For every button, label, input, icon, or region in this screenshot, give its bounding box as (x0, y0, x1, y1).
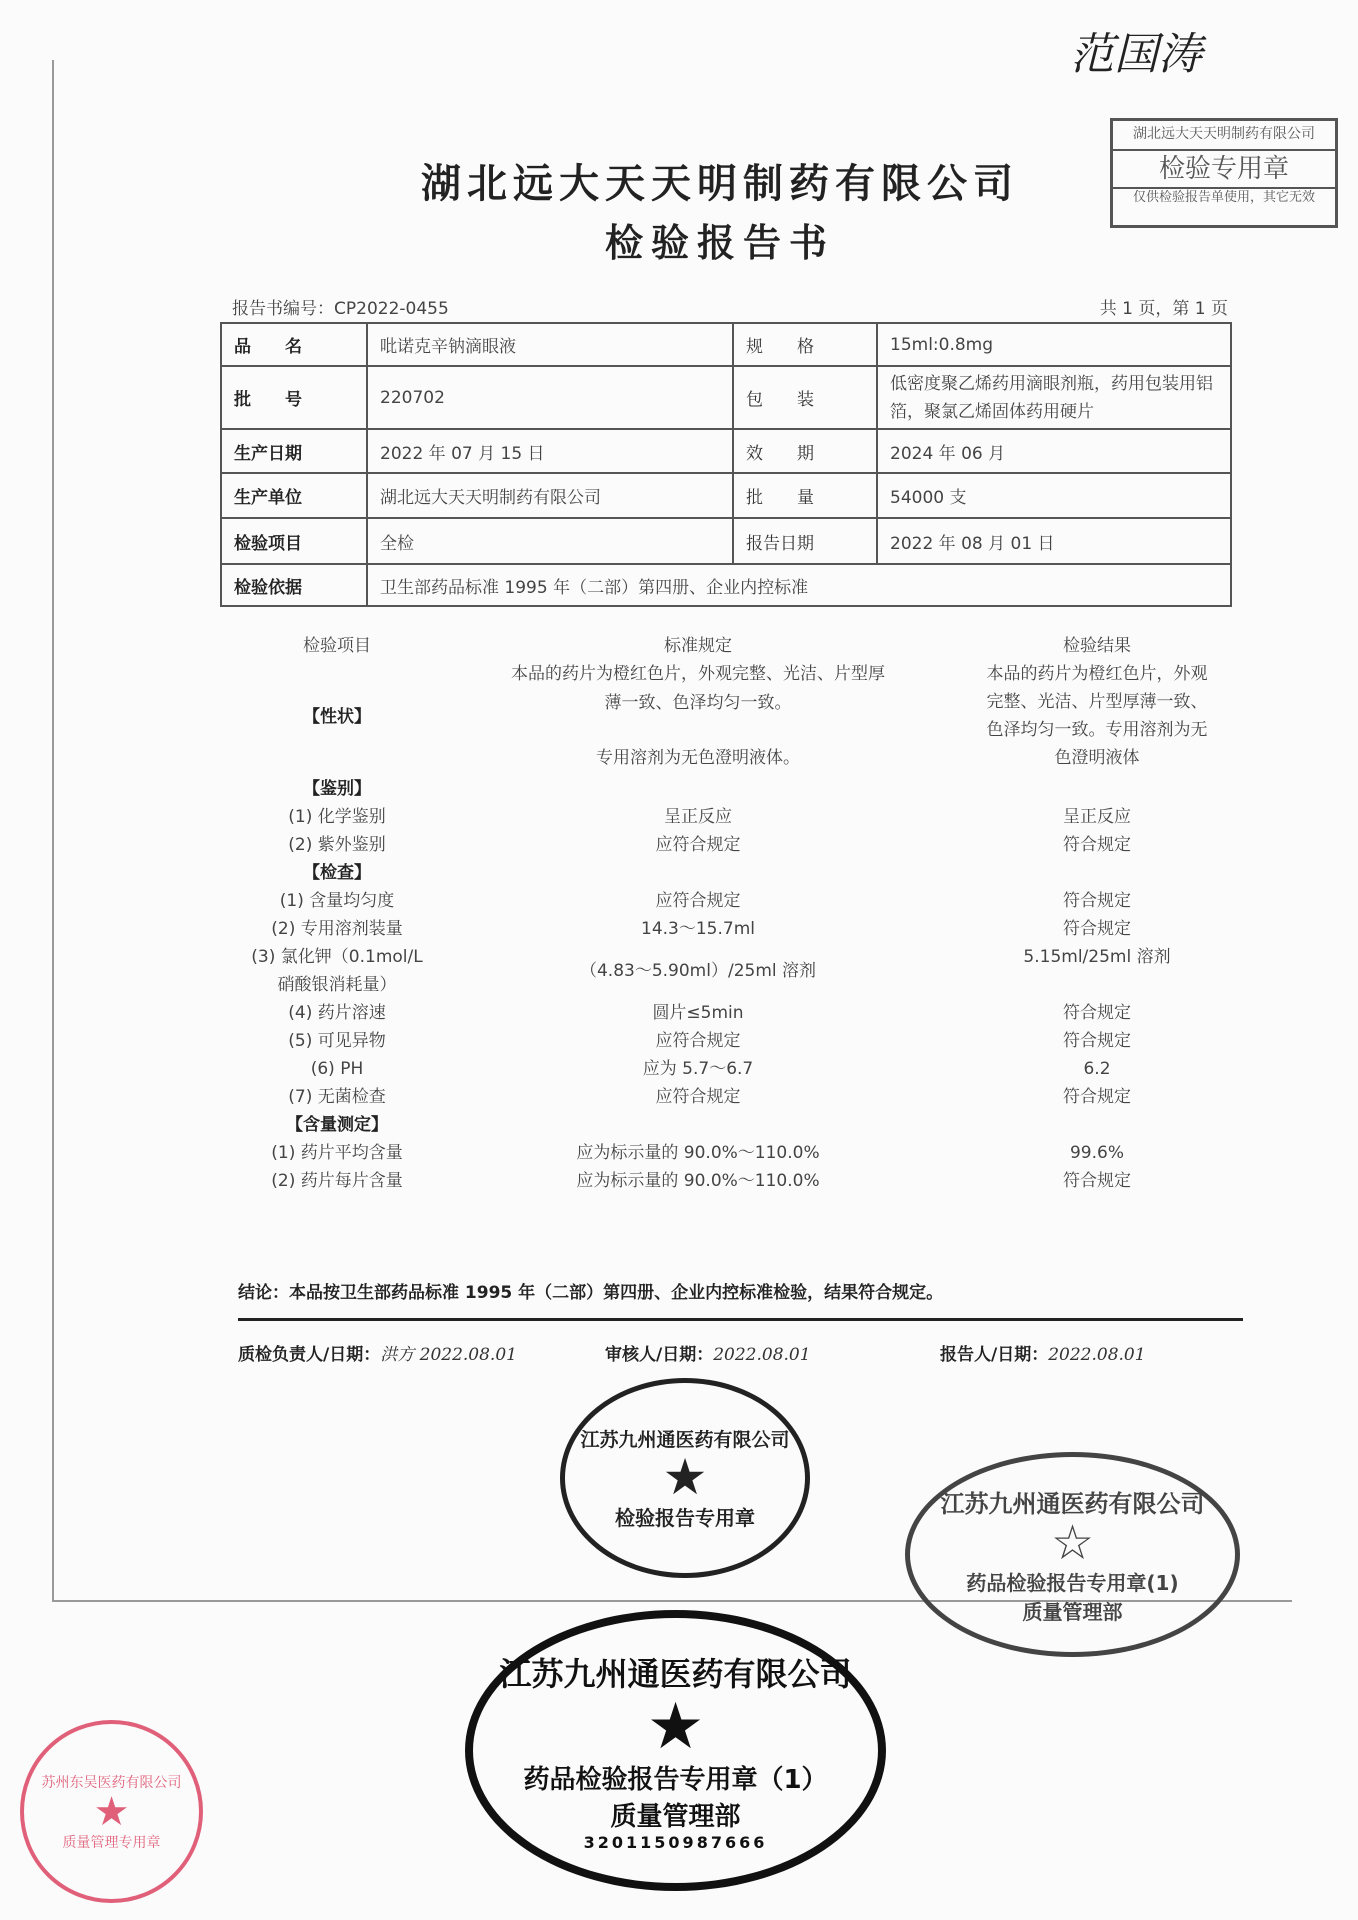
insp-row-5-item: (5) 可见异物 (288, 1031, 386, 1051)
rect-stamp-line1: 湖北远大天天明制药有限公司 (1113, 121, 1335, 151)
divider (238, 1318, 1243, 1321)
round-stamp-right (905, 1452, 1240, 1657)
round-stamp-big-line1: 药品检验报告专用章（1） (523, 1765, 828, 1795)
insp-row-1-item: (1) 含量均匀度 (279, 891, 395, 911)
conclusion: 结论：本品按卫生部药品标准 1995 年（二部）第四册、企业内控标准检验，结果符合规定。 (238, 1283, 944, 1303)
spec: 15ml:0.8mg (877, 323, 1231, 366)
round-stamp-small-center: 检验报告专用章 (615, 1506, 755, 1530)
basis-label: 检验依据 (221, 564, 367, 606)
header-result: 检验结果 (1063, 636, 1131, 656)
insp-row-7-item: (7) 无菌检查 (288, 1087, 386, 1107)
insp-row-2-standard: 14.3～15.7ml (641, 919, 755, 939)
round-stamp-small (560, 1378, 810, 1578)
appearance-result-2: 完整、光洁、片型厚薄一致、 (986, 692, 1208, 712)
report-date: 2022 年 08 月 01 日 (877, 518, 1231, 564)
insp-row-1-result: 符合规定 (1063, 891, 1131, 911)
product-name-label: 品 名 (221, 323, 367, 366)
appearance-standard-3: 专用溶剂为无色澄明液体。 (596, 748, 800, 768)
appearance-standard-2: 薄一致、色泽均匀一致。 (604, 693, 792, 713)
insp-row-6-result: 6.2 (1083, 1059, 1111, 1079)
star-icon: ☆ (1050, 1515, 1095, 1571)
report-date-label: 报告日期 (733, 518, 877, 564)
reviewer-signature (605, 1340, 811, 1365)
insp-row-1-standard: 应符合规定 (655, 891, 741, 911)
id-row-1-result: 呈正反应 (1063, 807, 1131, 827)
report-title: 检验报告书 (604, 220, 835, 265)
reporter-sign: 2022.08.01 (1048, 1345, 1146, 1365)
round-stamp-right-line1: 药品检验报告专用章(1) (966, 1571, 1179, 1595)
manufacturer: 湖北远大天天明制药有限公司 (367, 473, 733, 518)
expiry-label: 效 期 (733, 429, 877, 473)
round-stamp-small-ring: 江苏九州通医药有限公司 (580, 1429, 790, 1451)
report-number-label: 报告书编号： (232, 299, 334, 319)
qc-signature (238, 1340, 517, 1365)
rect-stamp-line2: 检验专用章 (1158, 153, 1289, 184)
appearance-result-3: 色泽均匀一致。专用溶剂为无 (986, 720, 1208, 740)
id-row-1-item: (1) 化学鉴别 (288, 807, 386, 827)
appearance-result-4: 色澄明液体 (1054, 748, 1140, 768)
insp-row-4-result: 符合规定 (1063, 1003, 1131, 1023)
round-stamp-big-code: 3201150987666 (583, 1833, 768, 1852)
assay-row-2-standard: 应为标示量的 90.0%～110.0% (576, 1171, 820, 1191)
insp-row-5-standard: 应符合规定 (655, 1031, 741, 1051)
mfg-date-label: 生产日期 (221, 429, 367, 473)
insp-row-3-result: 5.15ml/25ml 溶剂 (1023, 947, 1171, 967)
rect-stamp (1110, 118, 1338, 228)
manufacturer-label: 生产单位 (221, 473, 367, 518)
basis: 卫生部药品标准 1995 年（二部）第四册、企业内控标准 (367, 564, 1231, 606)
insp-row-3-standard: （4.83～5.90ml）/25ml 溶剂 (579, 961, 817, 981)
report-number-value: CP2022-0455 (334, 299, 449, 319)
reviewer-label: 审核人/日期： (605, 1345, 714, 1365)
section-identification: 【鉴别】 (303, 779, 371, 799)
header-item: 检验项目 (303, 636, 371, 656)
insp-row-3-item-2: 硝酸银消耗量） (277, 975, 397, 995)
batch-label: 批 号 (221, 366, 367, 429)
id-row-1-standard: 呈正反应 (664, 807, 732, 827)
handwritten-note: 范国涛 (1070, 29, 1202, 80)
appearance-result-1: 本品的药片为橙红色片，外观 (986, 664, 1208, 684)
round-stamp-big (465, 1610, 886, 1891)
star-icon: ★ (93, 1788, 130, 1835)
round-stamp-red-center: 质量管理专用章 (62, 1834, 161, 1851)
round-stamp-red-ring: 苏州东吴医药有限公司 (41, 1774, 182, 1791)
quantity-label: 批 量 (733, 473, 877, 518)
insp-row-3-item: (3) 氯化钾（0.1mol/L (251, 947, 423, 967)
section-assay: 【含量测定】 (286, 1115, 388, 1135)
expiry: 2024 年 06 月 (877, 429, 1231, 473)
quantity: 54000 支 (877, 473, 1231, 518)
report-number (232, 294, 449, 319)
star-icon: ★ (662, 1448, 708, 1506)
assay-row-1-standard: 应为标示量的 90.0%～110.0% (576, 1143, 820, 1163)
round-stamp-red (20, 1720, 203, 1903)
insp-row-4-item: (4) 药片溶速 (288, 1003, 386, 1023)
insp-row-2-item: (2) 专用溶剂装量 (271, 919, 403, 939)
rect-stamp-line3: 仅供检验报告单使用，其它无效 (1113, 187, 1335, 207)
product-name: 吡诺克辛钠滴眼液 (367, 323, 733, 366)
page-info: 共 1 页，第 1 页 (1099, 299, 1228, 319)
spec-label: 规 格 (733, 323, 877, 366)
product-info-table (220, 322, 1232, 607)
appearance-standard-1: 本品的药片为橙红色片，外观完整、光洁、片型厚 (511, 664, 885, 684)
header-standard: 标准规定 (664, 636, 732, 656)
insp-row-2-result: 符合规定 (1063, 919, 1131, 939)
round-stamp-big-ring: 江苏九州通医药有限公司 (499, 1655, 852, 1693)
id-row-2-result: 符合规定 (1063, 835, 1131, 855)
test-item-label: 检验项目 (221, 518, 367, 564)
insp-row-6-standard: 应为 5.7～6.7 (642, 1059, 754, 1079)
test-item: 全检 (367, 518, 733, 564)
mfg-date: 2022 年 07 月 15 日 (367, 429, 733, 473)
round-stamp-right-ring: 江苏九州通医药有限公司 (940, 1490, 1205, 1518)
round-stamp-big-line2: 质量管理部 (610, 1802, 741, 1832)
reporter-label: 报告人/日期： (940, 1345, 1049, 1365)
scan-edge-left (52, 60, 54, 1600)
batch: 220702 (367, 366, 733, 429)
insp-row-7-result: 符合规定 (1063, 1087, 1131, 1107)
assay-row-1-item: (1) 药片平均含量 (271, 1143, 403, 1163)
company-title: 湖北远大天天明制药有限公司 (421, 160, 1019, 207)
assay-row-2-result: 符合规定 (1063, 1171, 1131, 1191)
assay-row-2-item: (2) 药片每片含量 (271, 1171, 403, 1191)
insp-row-5-result: 符合规定 (1063, 1031, 1131, 1051)
package: 低密度聚乙烯药用滴眼剂瓶，药用包装用铝箔，聚氯乙烯固体药用硬片 (877, 366, 1231, 429)
qc-sign: 洪方 2022.08.01 (380, 1345, 517, 1365)
id-row-2-item: (2) 紫外鉴别 (288, 835, 386, 855)
package-label: 包 装 (733, 366, 877, 429)
round-stamp-right-line2: 质量管理部 (1022, 1600, 1123, 1624)
section-inspection: 【检查】 (303, 863, 371, 883)
insp-row-7-standard: 应符合规定 (655, 1087, 741, 1107)
insp-row-4-standard: 圆片≤5min (652, 1003, 744, 1023)
reviewer-sign: 2022.08.01 (713, 1345, 811, 1365)
id-row-2-standard: 应符合规定 (655, 835, 741, 855)
star-icon: ★ (646, 1690, 705, 1764)
reporter-signature (940, 1340, 1146, 1365)
insp-row-6-item: (6) PH (310, 1059, 364, 1079)
assay-row-1-result: 99.6% (1069, 1143, 1125, 1163)
section-appearance: 【性状】 (303, 707, 371, 727)
qc-label: 质检负责人/日期： (238, 1345, 381, 1365)
